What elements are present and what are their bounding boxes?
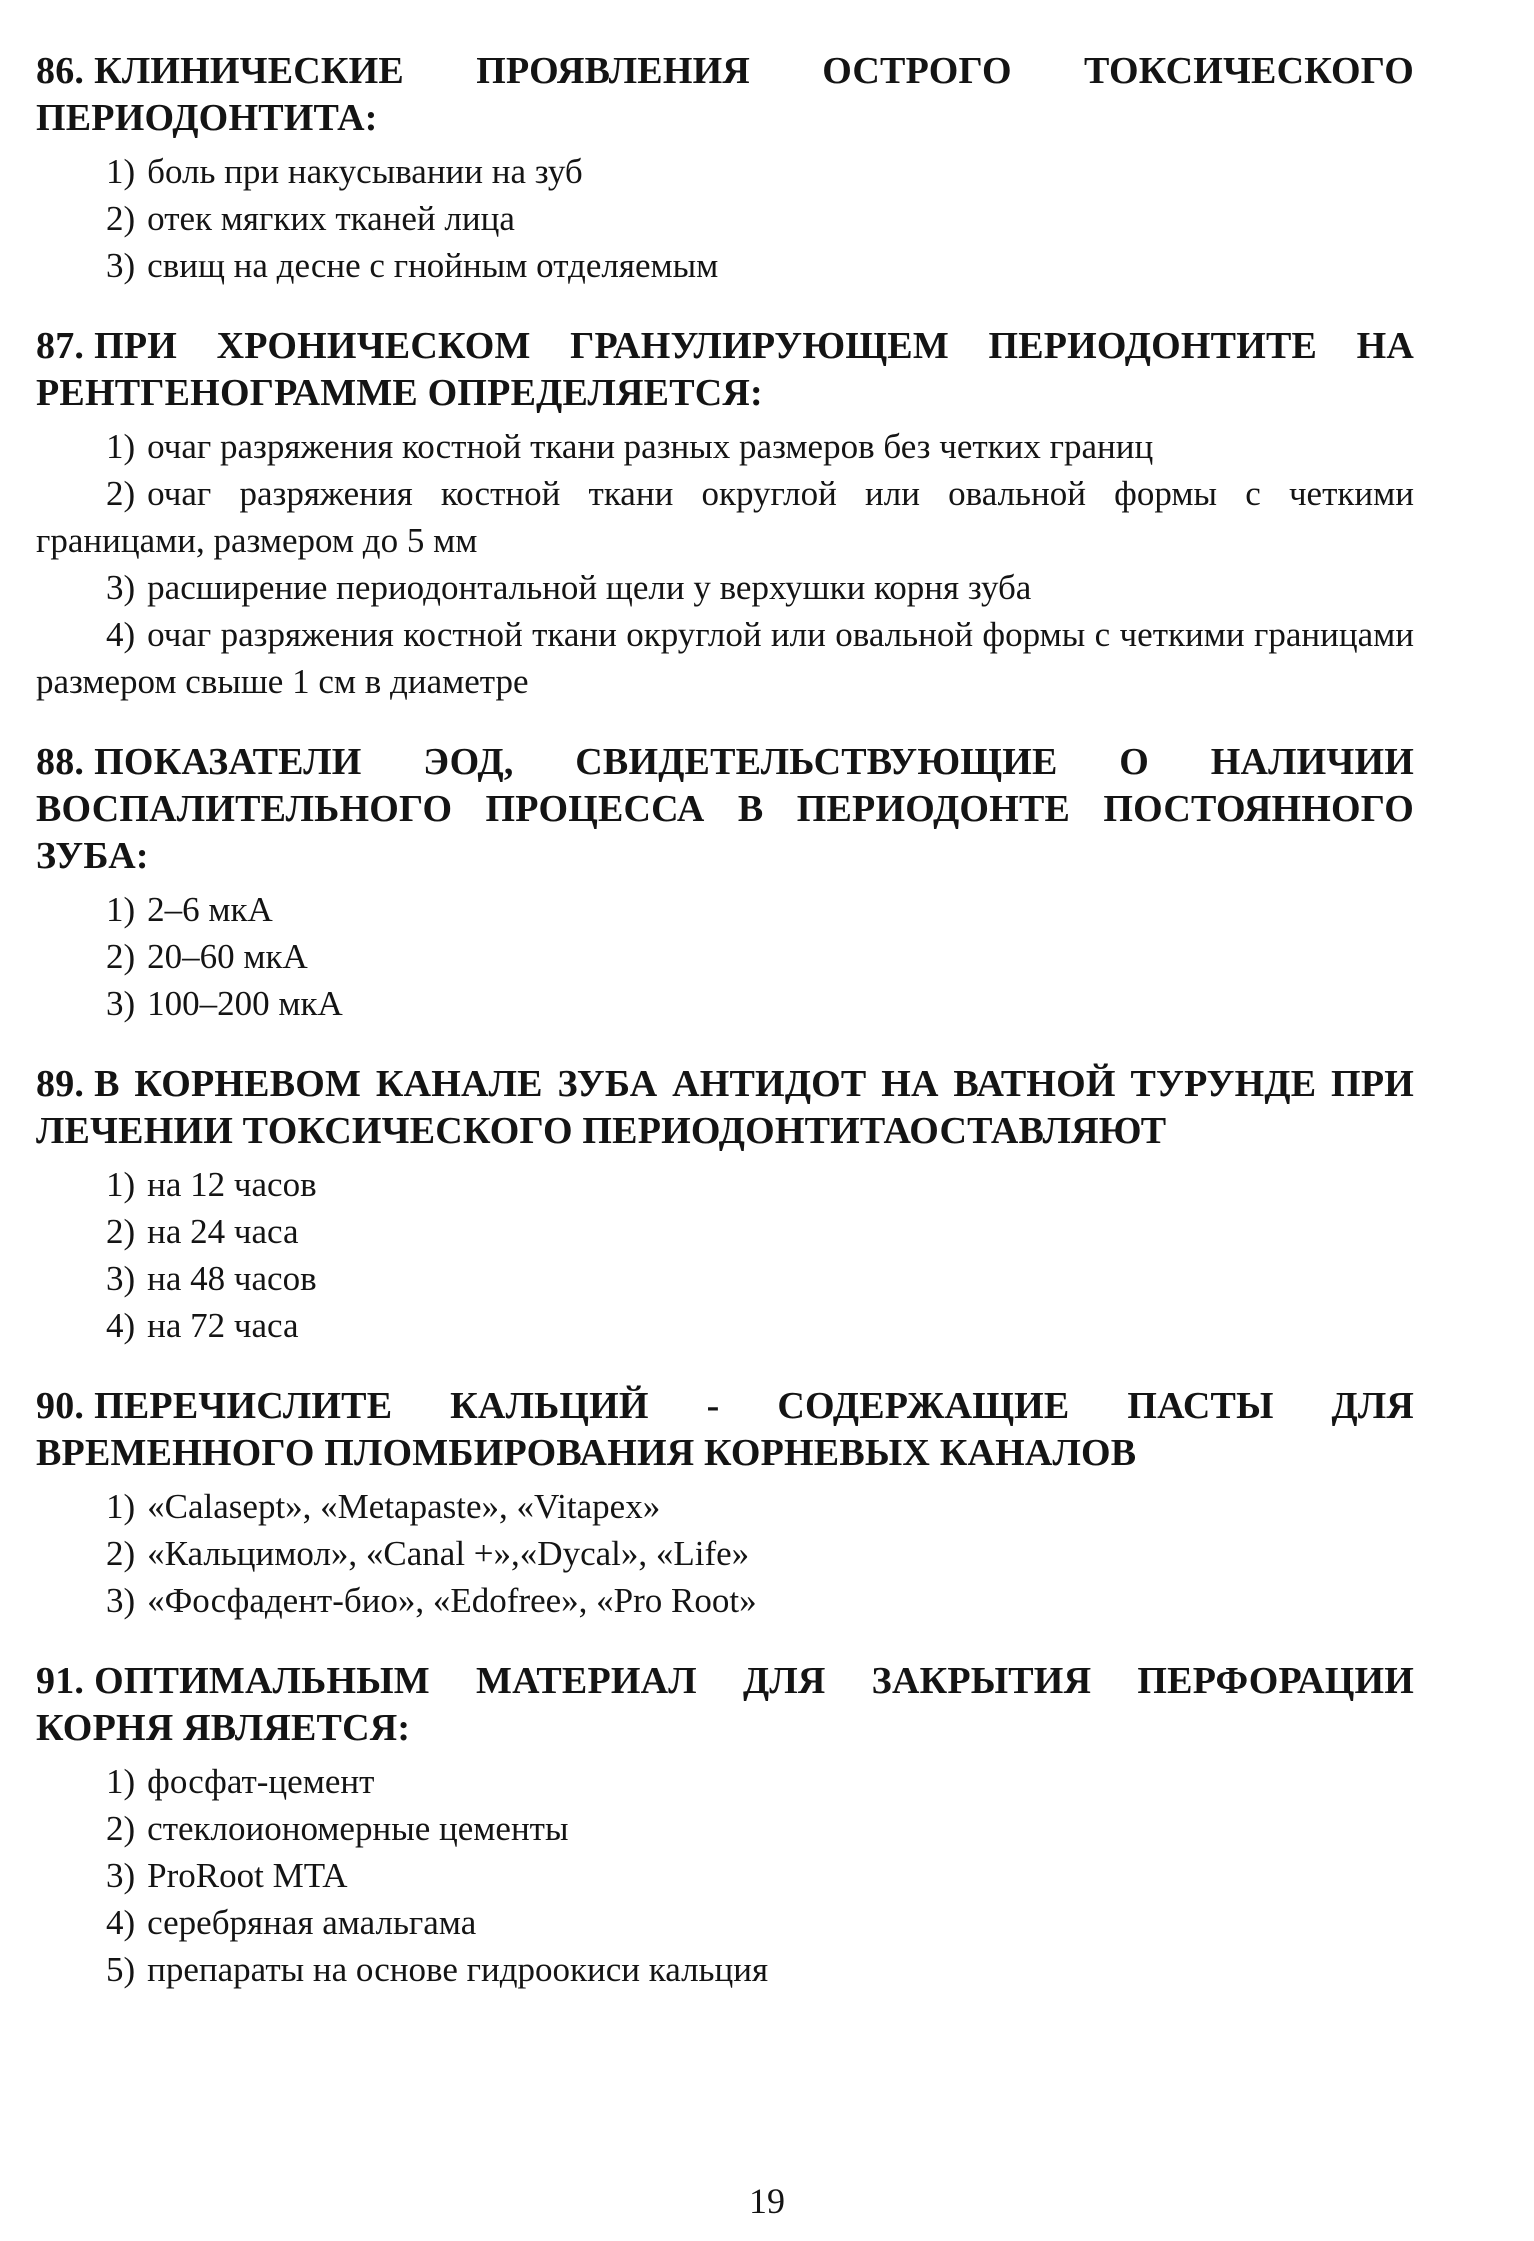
answer-option <box>36 611 1414 705</box>
question-title <box>36 1658 1414 1752</box>
answer-option <box>36 148 1414 195</box>
question-title <box>36 323 1414 417</box>
answer-option <box>36 242 1414 289</box>
question-title <box>36 48 1414 142</box>
question-text: ПРИ ХРОНИЧЕСКОМ ГРАНУЛИРУЮЩЕМ ПЕРИОДОНТИТЕ НА РЕНТГЕНОГРАММЕ ОПРЕДЕЛЯЕТСЯ: <box>36 325 1414 414</box>
question-number: 87. <box>36 325 85 367</box>
option-text: на 48 часов <box>147 1259 317 1298</box>
option-number: 4) <box>106 615 136 654</box>
answer-options <box>36 1161 1414 1349</box>
question-title <box>36 1383 1414 1477</box>
option-text: свищ на десне с гнойным отделяемым <box>147 246 719 285</box>
question-block <box>36 739 1414 1027</box>
option-text: очаг разряжения костной ткани разных размеров без четких границ <box>147 427 1154 466</box>
answer-option <box>36 1577 1414 1624</box>
option-text: «Фосфадент-био», «Edofree», «Pro Root» <box>147 1581 757 1620</box>
answer-option <box>36 886 1414 933</box>
answer-option <box>36 1899 1414 1946</box>
answer-options <box>36 423 1414 705</box>
option-text: ProRoot MTA <box>147 1856 348 1895</box>
option-text: 100–200 мкА <box>147 984 343 1023</box>
option-number: 1) <box>106 1487 136 1526</box>
option-number: 2) <box>106 1212 136 1251</box>
answer-option <box>36 1530 1414 1577</box>
option-number: 2) <box>106 1534 136 1573</box>
option-text: на 24 часа <box>147 1212 299 1251</box>
answer-option <box>36 564 1414 611</box>
option-number: 2) <box>106 474 136 513</box>
option-text: «Calasept», «Metapaste», «Vitapex» <box>147 1487 661 1526</box>
question-text: ПЕРЕЧИСЛИТЕ КАЛЬЦИЙ - СОДЕРЖАЩИЕ ПАСТЫ ДЛЯ ВРЕМЕННОГО ПЛОМБИРОВАНИЯ КОРНЕВЫХ КАНАЛОВ <box>36 1385 1414 1474</box>
option-number: 2) <box>106 937 136 976</box>
question-block <box>36 48 1414 289</box>
answer-option <box>36 1255 1414 1302</box>
question-title <box>36 739 1414 880</box>
option-number: 1) <box>106 152 136 191</box>
answer-option <box>36 1483 1414 1530</box>
answer-option <box>36 1946 1414 1993</box>
answer-options <box>36 1483 1414 1624</box>
question-block <box>36 1061 1414 1349</box>
option-text: отек мягких тканей лица <box>147 199 515 238</box>
option-number: 3) <box>106 1259 136 1298</box>
option-number: 2) <box>106 199 136 238</box>
answer-option <box>36 195 1414 242</box>
answer-options <box>36 886 1414 1027</box>
answer-options <box>36 148 1414 289</box>
question-text: ПОКАЗАТЕЛИ ЭОД, СВИДЕТЕЛЬСТВУЮЩИЕ О НАЛИЧИИ ВОСПАЛИТЕЛЬНОГО ПРОЦЕССА В ПЕРИОДОНТЕ ПОСТОЯННОГО ЗУБА: <box>36 741 1414 877</box>
option-text: 2–6 мкА <box>147 890 273 929</box>
answer-option <box>36 1302 1414 1349</box>
option-text: фосфат-цемент <box>147 1762 375 1801</box>
answer-option <box>36 933 1414 980</box>
answer-option <box>36 1758 1414 1805</box>
option-number: 1) <box>106 1165 136 1204</box>
option-number: 3) <box>106 1856 136 1895</box>
option-number: 4) <box>106 1903 136 1942</box>
option-text: очаг разряжения костной ткани округлой или овальной формы с четкими границами размером свыше 1 см в диаметре <box>36 615 1414 701</box>
option-number: 1) <box>106 890 136 929</box>
option-text: стеклоиономерные цементы <box>147 1809 569 1848</box>
answer-option <box>36 1161 1414 1208</box>
option-number: 3) <box>106 984 136 1023</box>
question-number: 90. <box>36 1385 85 1427</box>
answer-option <box>36 1805 1414 1852</box>
option-text: расширение периодонтальной щели у верхушки корня зуба <box>147 568 1032 607</box>
question-number: 91. <box>36 1660 85 1702</box>
option-text: препараты на основе гидроокиси кальция <box>147 1950 769 1989</box>
option-number: 3) <box>106 1581 136 1620</box>
question-block <box>36 1658 1414 1993</box>
option-text: серебряная амальгама <box>147 1903 477 1942</box>
question-list <box>36 48 1414 1993</box>
answer-option <box>36 423 1414 470</box>
option-number: 3) <box>106 246 136 285</box>
question-number: 86. <box>36 50 85 92</box>
option-text: «Кальцимол», «Canal +»,«Dycal», «Life» <box>147 1534 750 1573</box>
option-number: 1) <box>106 427 136 466</box>
question-text: КЛИНИЧЕСКИЕ ПРОЯВЛЕНИЯ ОСТРОГО ТОКСИЧЕСКОГО ПЕРИОДОНТИТА: <box>36 50 1414 139</box>
answer-option <box>36 980 1414 1027</box>
answer-option <box>36 1208 1414 1255</box>
option-text: боль при накусывании на зуб <box>147 152 583 191</box>
answer-options <box>36 1758 1414 1993</box>
page-number: 19 <box>749 2181 785 2221</box>
option-text: на 12 часов <box>147 1165 317 1204</box>
option-text: на 72 часа <box>147 1306 299 1345</box>
answer-option <box>36 1852 1414 1899</box>
option-number: 5) <box>106 1950 136 1989</box>
question-text: ОПТИМАЛЬНЫМ МАТЕРИАЛ ДЛЯ ЗАКРЫТИЯ ПЕРФОРАЦИИ КОРНЯ ЯВЛЯЕТСЯ: <box>36 1660 1414 1749</box>
option-text: 20–60 мкА <box>147 937 308 976</box>
question-number: 88. <box>36 741 85 783</box>
option-number: 3) <box>106 568 136 607</box>
question-text: В КОРНЕВОМ КАНАЛЕ ЗУБА АНТИДОТ НА ВАТНОЙ ТУРУНДЕ ПРИ ЛЕЧЕНИИ ТОКСИЧЕСКОГО ПЕРИОДОНТИТАОСТАВЛЯЮТ <box>36 1063 1414 1152</box>
question-block <box>36 323 1414 705</box>
question-block <box>36 1383 1414 1624</box>
question-title <box>36 1061 1414 1155</box>
question-number: 89. <box>36 1063 85 1105</box>
option-text: очаг разряжения костной ткани округлой или овальной формы с четкими границами, размером до 5 мм <box>36 474 1414 560</box>
option-number: 4) <box>106 1306 136 1345</box>
answer-option <box>36 470 1414 564</box>
option-number: 2) <box>106 1809 136 1848</box>
option-number: 1) <box>106 1762 136 1801</box>
